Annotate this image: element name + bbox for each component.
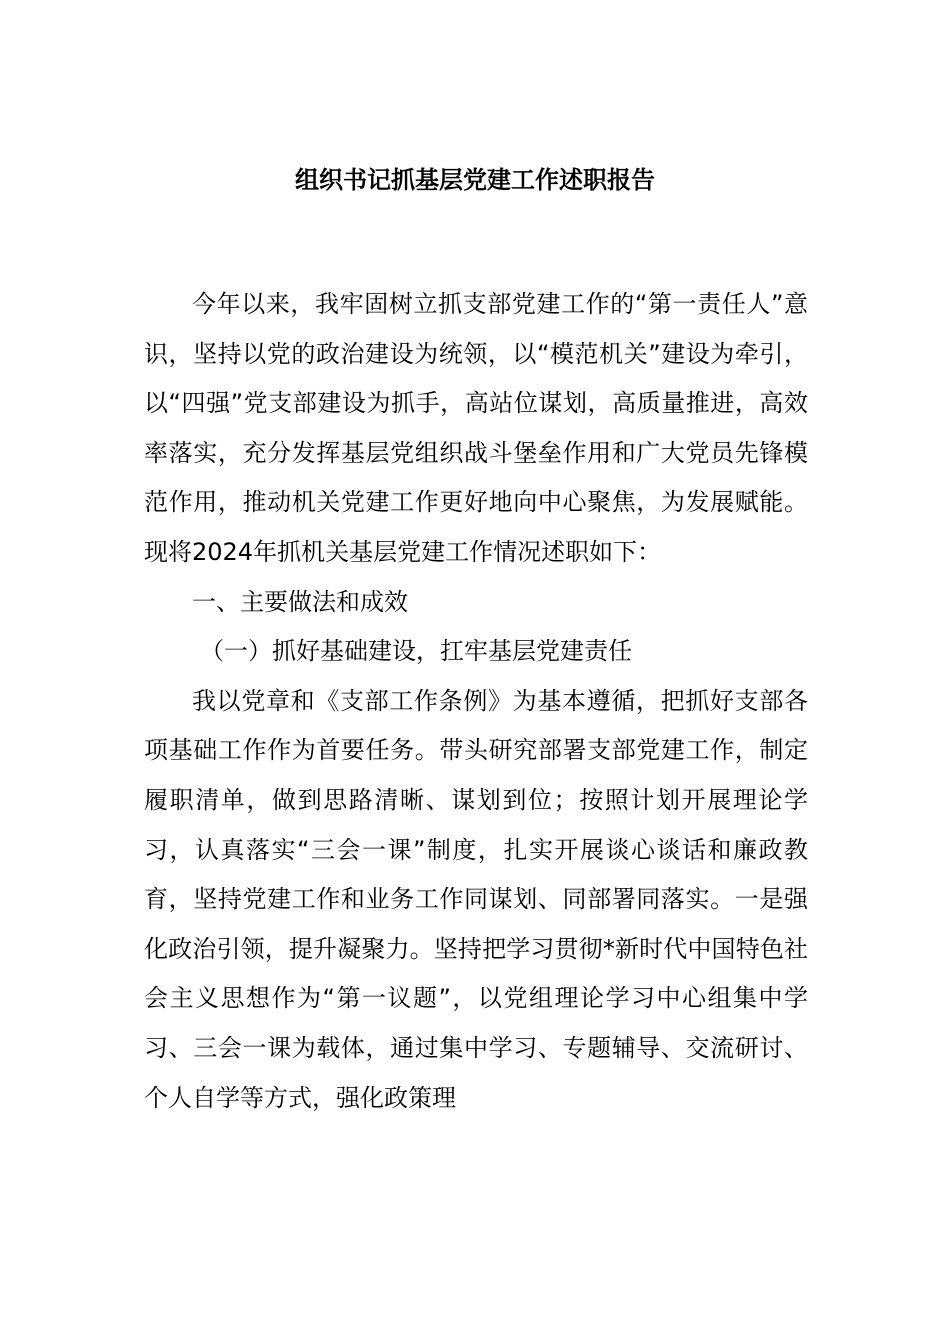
body-paragraph: 我以党章和《支部工作条例》为基本遵循，把抓好支部各项基础工作作为首要任务。带头研究部署支部党建工作，制定履职清单，做到思路清晰、谋划到位；按照计划开展理论学习，认真落实“三会一课”制度，扎实开展谈心谈话和廉政教育，坚持党建工作和业务工作同谋划、同部署同落实。一是强化政治引领，提升凝聚力。坚持把学习贯彻*新时代中国特色社会主义思想作为“第一议题”，以党组理论学习中心组集中学习、三会一课为载体，通过集中学习、专题辅导、交流研讨、个人自学等方式，强化政策理 xyxy=(144,686,808,1112)
section-subheading: （一）抓好基础建设，扛牢基层党建责任 xyxy=(200,637,632,666)
section-heading: 一、主要做法和成效 xyxy=(192,587,408,616)
document-body xyxy=(144,280,808,1123)
document-title: 组织书记抓基层党建工作述职报告 xyxy=(295,166,655,194)
intro-paragraph: 今年以来，我牢固树立抓支部党建工作的“第一责任人”意识，坚持以党的政治建设为统领，以“模范机关”建设为牵引，以“四强”党支部建设为抓手，高站位谋划，高质量推进，高效率落实，充分发挥基层党组织战斗堡垒作用和广大党员先锋模范作用，推动机关党建工作更好地向中心聚焦，为发展赋能。现将2024年抓机关基层党建工作情况述职如下： xyxy=(144,290,808,566)
